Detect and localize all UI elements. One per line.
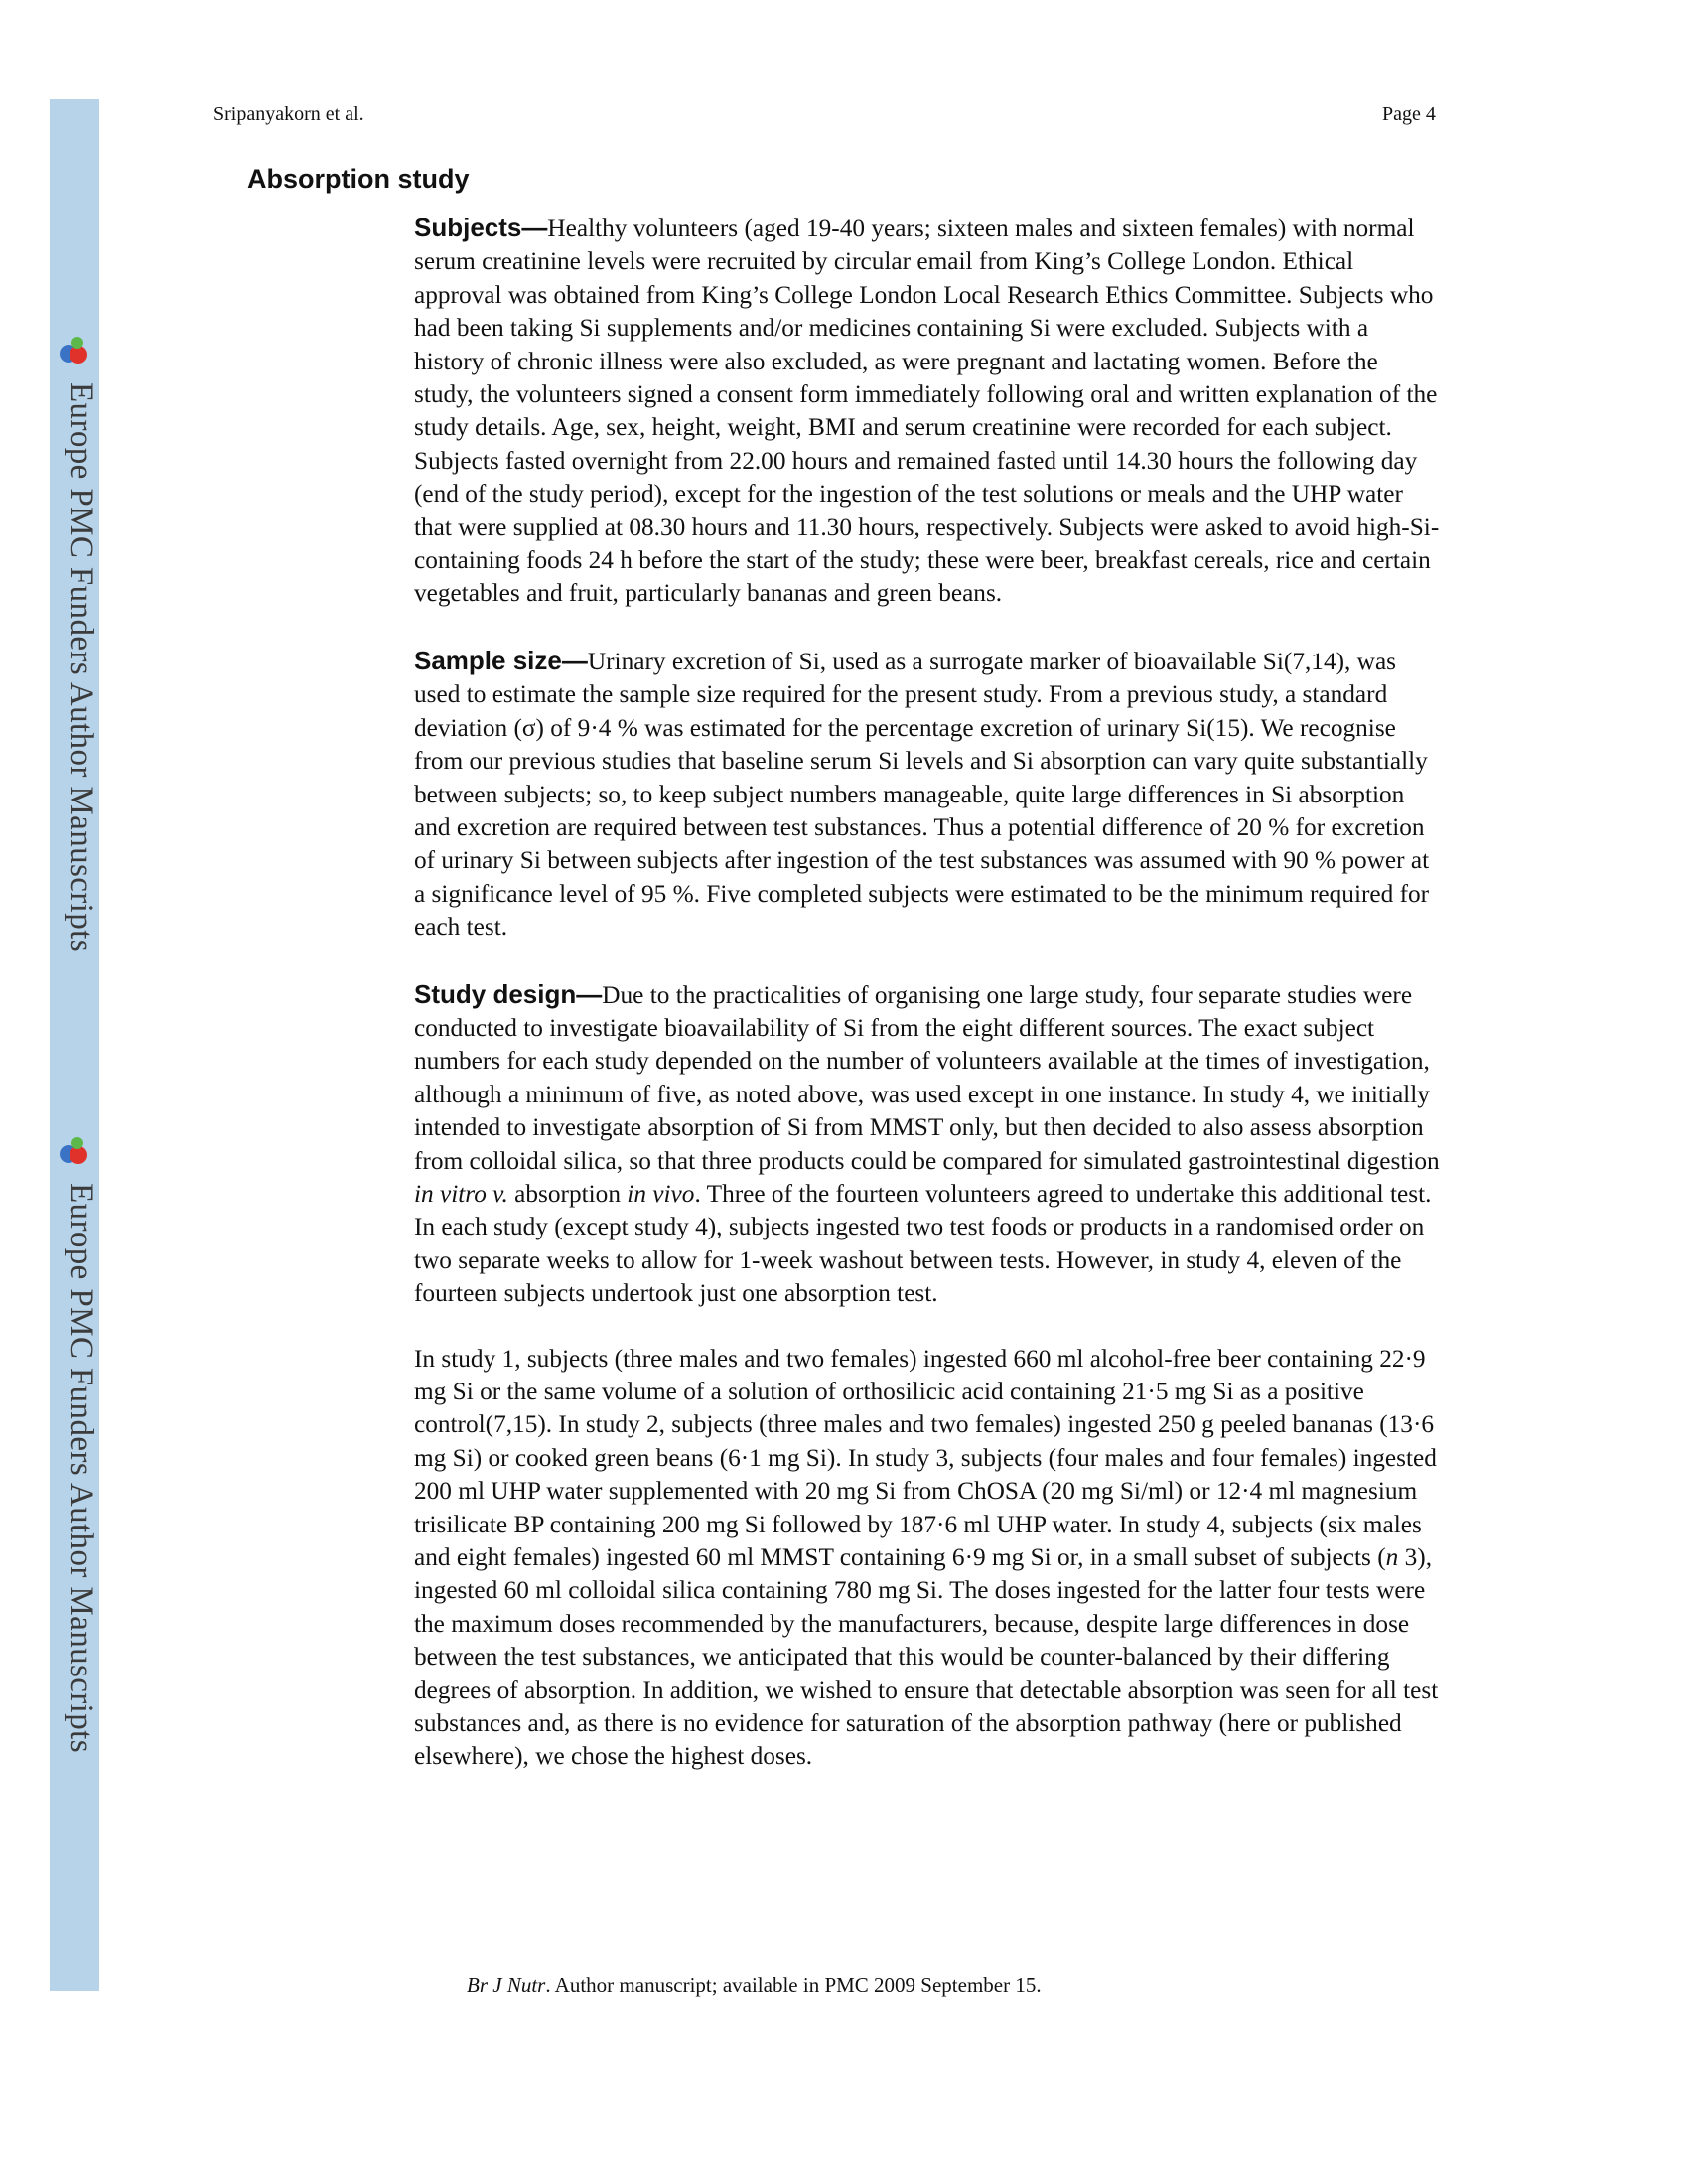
section-title: Absorption study xyxy=(247,164,470,194)
banner-mark-top xyxy=(50,335,99,950)
paragraph-heading: Study design— xyxy=(414,978,603,1009)
paragraph-heading: Sample size— xyxy=(414,645,588,675)
running-head-page-number: Page 4 xyxy=(1382,103,1436,125)
paragraph-sample-size xyxy=(414,645,1442,945)
footer-text: . Author manuscript; available in PMC 2009 September 15. xyxy=(545,1973,1042,1997)
paragraph-study-design xyxy=(414,978,1442,1311)
banner-text: Europe PMC Funders Author Manuscripts xyxy=(64,1183,99,1753)
europe-pmc-logo-icon xyxy=(58,1135,91,1169)
side-banner xyxy=(50,99,99,1991)
paragraph-heading: Subjects— xyxy=(414,213,548,242)
paragraph-text: . Three of the fourteen volunteers agreed to undertake this additional test. In each study (except study 4), subjects ingested two test foods or products in a randomised order on two separate weeks to allow for 1-week washout between tests. However, in study 4, eleven of the fourteen subjects undertook just one absorption test. xyxy=(414,1179,1432,1308)
article-body xyxy=(414,212,1442,1808)
banner-mark-bottom xyxy=(50,1135,99,1751)
paragraph-text: Healthy volunteers (aged 19-40 years; sixteen males and sixteen females) with normal serum creatinine levels were recruited by circular email from King’s College London. Ethical approval was obtained from King’s College London Local Research Ethics Committee. Subjects who had been taking Si supplements and/or medicines containing Si were excluded. Subjects with a history of chronic illness were also excluded, as were pregnant and lactating women. Before the study, the volunteers signed a consent form immediately following oral and written explanation of the study details. Age, sex, height, weight, BMI and serum creatinine were recorded for each subject. Subjects fasted overnight from 22.00 hours and remained fasted until 14.30 hours the following day (end of the study period), except for the ingestion of the test solutions or meals and the UHP water that were supplied at 08.30 hours and 11.30 hours, respectively. Subjects were asked to avoid high-Si-containing foods 24 h before the start of the study; these were beer, breakfast cereals, rice and certain vegetables and fruit, particularly bananas and green beans. xyxy=(414,215,1440,608)
paragraph-text: Urinary excretion of Si, used as a surrogate marker of bioavailable Si(7,14), was used to estimate the sample size required for the present study. From a previous study, a standard deviation (σ) of 9·4 % was estimated for the percentage excretion of urinary Si(15). We recognise from our previous studies that baseline serum Si levels and Si absorption can vary quite substantially between subjects; so, to keep subject numbers manageable, quite large differences in Si absorption and excretion are required between test substances. Thus a potential difference of 20 % for excretion of urinary Si between subjects after ingestion of the test substances was assumed with 90 % power at a significance level of 95 %. Five completed subjects were estimated to be the minimum required for each test. xyxy=(414,647,1430,942)
paragraph-subjects xyxy=(414,212,1442,611)
page-footer xyxy=(467,1973,1042,1998)
paragraph-text: Due to the practicalities of organising one large study, four separate studies were conducted to investigate bioavailability of Si from the eight different sources. The exact subject numbers for each study depended on the number of volunteers available at the times of investigation, although a minimum of five, as noted above, was used except in one instance. In study 4, we initially intended to investigate absorption of Si from MMST only, but then decided to also assess absorption from colloidal silica, so that three products could be compared for simulated gastrointestinal digestion xyxy=(414,980,1440,1175)
footer-journal: Br J Nutr xyxy=(467,1973,546,1997)
europe-pmc-logo-icon xyxy=(58,335,91,368)
italic-text: in vitro v. xyxy=(414,1179,508,1208)
running-head-authors: Sripanyakorn et al. xyxy=(213,103,364,125)
paragraph-text: absorption xyxy=(507,1179,628,1208)
italic-text: n xyxy=(1385,1543,1399,1572)
paragraph-text: 3), ingested 60 ml colloidal silica containing 780 mg Si. The doses ingested for the latter four tests were the maximum doses recommended by the manufacturers, because, despite large differences in dose between the test substances, we anticipated that this would be counter-balanced by their differing degrees of absorption. In addition, we wished to ensure that detectable absorption was seen for all test substances and, as there is no evidence for saturation of the absorption pathway (here or published elsewhere), we chose the highest doses. xyxy=(414,1543,1439,1771)
banner-text: Europe PMC Funders Author Manuscripts xyxy=(64,382,99,952)
paragraph-text: In study 1, subjects (three males and two females) ingested 660 ml alcohol-free beer containing 22·9 mg Si or the same volume of a solution of orthosilicic acid containing 21·5 mg Si as a positive control(7,15). In study 2, subjects (three males and two females) ingested 250 g peeled bananas (13·6 mg Si) or cooked green beans (6·1 mg Si). In study 3, subjects (four males and four females) ingested 200 ml UHP water supplemented with 20 mg Si from ChOSA (20 mg Si/ml) or 12·4 ml magnesium trisilicate BP containing 200 mg Si followed by 187·6 ml UHP water. In study 4, subjects (six males and eight females) ingested 60 ml MMST containing 6·9 mg Si or, in a small subset of subjects ( xyxy=(414,1344,1437,1572)
italic-text: in vivo xyxy=(627,1179,695,1208)
paragraph-doses xyxy=(414,1343,1442,1774)
